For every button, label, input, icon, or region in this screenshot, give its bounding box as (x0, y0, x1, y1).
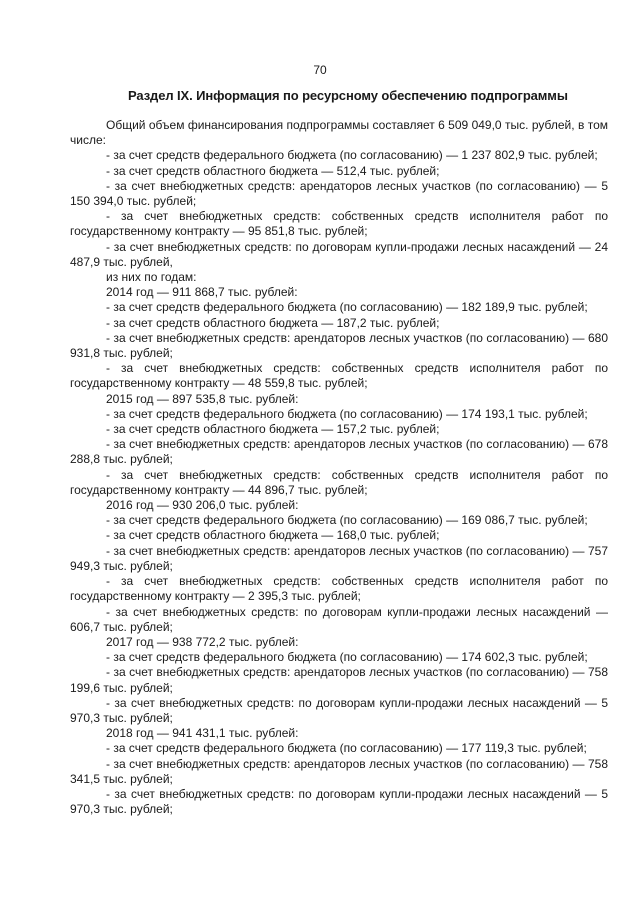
year-2018-federal: - за счет средств федерального бюджета (по согласованию) — 177 119,3 тыс. рублей; (106, 741, 587, 756)
year-2014-federal: - за счет средств федерального бюджета (по согласованию) — 182 189,9 тыс. рублей; (106, 300, 588, 315)
year-2014-total: 2014 год — 911 868,7 тыс. рублей: (106, 285, 298, 300)
year-2015-regional: - за счет средств областного бюджета — 157,2 тыс. рублей; (106, 422, 440, 437)
document-body (70, 118, 608, 817)
year-2016-regional: - за счет средств областного бюджета — 168,0 тыс. рублей; (106, 528, 440, 543)
year-2015-contractor: - за счет внебюджетных средств: собственных средств исполнителя работ по государственному контракту — 44 896,7 тыс. рублей; (70, 467, 608, 497)
year-2014-contractor: - за счет внебюджетных средств: собственных средств исполнителя работ по государственному контракту — 48 559,8 тыс. рублей; (70, 361, 608, 391)
year-2016-total: 2016 год — 930 206,0 тыс. рублей: (106, 498, 299, 513)
section-title: Раздел IX. Информация по ресурсному обеспечению подпрограммы (128, 88, 568, 103)
year-2015-federal: - за счет средств федерального бюджета (по согласованию) — 174 193,1 тыс. рублей; (106, 406, 588, 421)
year-2015-tenants: - за счет внебюджетных средств: арендаторов лесных участков (по согласованию) — 678 288,8 тыс. рублей; (70, 437, 608, 467)
paragraph-by-years: из них по годам: (106, 270, 197, 285)
year-2018-sales: - за счет внебюджетных средств: по договорам купли-продажи лесных насаждений — 5 970,3 тыс. рублей; (70, 786, 608, 817)
page-number: 70 (313, 63, 327, 77)
year-2017-total: 2017 год — 938 772,2 тыс. рублей: (106, 634, 299, 649)
paragraph-total: Общий объем финансирования подпрограммы составляет 6 509 049,0 тыс. рублей, в том числе: (70, 118, 608, 148)
year-2014-tenants: - за счет внебюджетных средств: арендаторов лесных участков (по согласованию) — 680 931,8 тыс. рублей; (70, 330, 608, 361)
paragraph-total-contractor: - за счет внебюджетных средств: собственных средств исполнителя работ по государственному контракту — 95 851,8 тыс. рублей; (70, 209, 608, 239)
year-2016-contractor: - за счет внебюджетных средств: собственных средств исполнителя работ по государственному контракту — 2 395,3 тыс. рублей; (70, 574, 608, 604)
year-2016-sales: - за счет внебюджетных средств: по договорам купли-продажи лесных насаждений — 606,7 тыс. рублей; (70, 604, 608, 634)
paragraph-total-federal: - за счет средств федерального бюджета (по согласованию) — 1 237 802,9 тыс. рублей; (106, 148, 598, 163)
paragraph-total-sales: - за счет внебюджетных средств: по договорам купли-продажи лесных насаждений — 24 487,9 тыс. рублей, (70, 239, 608, 269)
year-2017-sales: - за счет внебюджетных средств: по договорам купли-продажи лесных насаждений — 5 970,3 тыс. рублей; (70, 695, 608, 725)
year-2014-regional: - за счет средств областного бюджета — 187,2 тыс. рублей; (106, 315, 440, 330)
year-2017-tenants: - за счет внебюджетных средств: арендаторов лесных участков (по согласованию) — 758 199,6 тыс. рублей; (70, 665, 608, 695)
year-2016-federal: - за счет средств федерального бюджета (по согласованию) — 169 086,7 тыс. рублей; (106, 513, 588, 528)
year-2018-total: 2018 год — 941 431,1 тыс. рублей: (106, 726, 299, 741)
year-2017-federal: - за счет средств федерального бюджета (по согласованию) — 174 602,3 тыс. рублей; (106, 650, 588, 665)
year-2018-tenants: - за счет внебюджетных средств: арендаторов лесных участков (по согласованию) — 758 341,5 тыс. рублей; (70, 756, 608, 786)
paragraph-total-regional: - за счет средств областного бюджета — 512,4 тыс. рублей; (106, 163, 440, 178)
year-2016-tenants: - за счет внебюджетных средств: арендаторов лесных участков (по согласованию) — 757 949,3 тыс. рублей; (70, 543, 608, 573)
year-2015-total: 2015 год — 897 535,8 тыс. рублей: (106, 391, 299, 406)
paragraph-total-tenants: - за счет внебюджетных средств: арендаторов лесных участков (по согласованию) — 5 150 394,0 тыс. рублей; (70, 178, 608, 209)
